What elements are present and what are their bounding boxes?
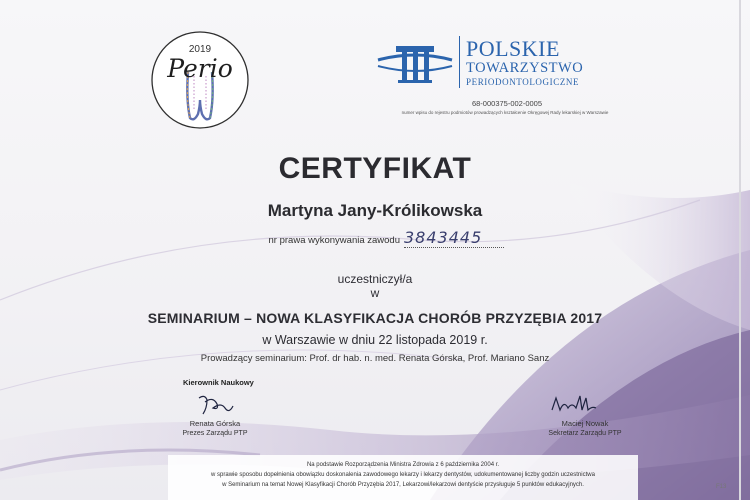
- society-name-line2: TOWARZYSTWO: [466, 60, 584, 76]
- signer-right-name: Maciej Nowak: [561, 419, 609, 428]
- perio-2019-logo: [150, 30, 250, 130]
- registry-number: 68-000375-002-0005: [471, 99, 543, 108]
- society-name-line3: PERIODONTOLOGICZNE: [466, 77, 580, 87]
- registry-note: numer wpisu do rejestru podmiotów prowadzących kształcenie Okręgowej Rady lekarskiej w Warszawie: [401, 110, 609, 115]
- seminar-date: w Warszawie w dniu 22 listopada 2019 r.: [262, 333, 488, 347]
- corner-mark: F13: [716, 484, 727, 490]
- signature-right-icon: [548, 392, 600, 418]
- scientific-head-label: Kierownik Naukowy: [183, 378, 254, 387]
- preposition-text: w: [370, 286, 380, 300]
- participation-text: uczestniczył/a: [337, 272, 413, 286]
- signer-left-name: Renata Górska: [189, 419, 241, 428]
- signer-left-role: Prezes Zarządu PTP: [182, 430, 248, 437]
- footer-line2: w sprawie sposobu dopełnienia obowiązku doskonalenia zawodowego lekarzy i lekarzy dentystów, udokumentowanej liczby godzin uczestnictwa: [211, 472, 595, 478]
- ptp-emblem-icon: [376, 40, 454, 86]
- lecturers-text: Prowadzący seminarium: Prof. dr hab. n. med. Renata Górska, Prof. Mariano Sanz: [200, 353, 550, 364]
- logo-word: Perio: [167, 54, 233, 83]
- signature-left-icon: [195, 392, 237, 418]
- license-label: nr prawa wykonywania zawodu: [268, 235, 400, 246]
- logo-year: 2019: [188, 44, 212, 55]
- footer-line3: w Seminarium na temat Nowej Klasyfikacji Chorób Przyzębia 2017, Lekarzowi/lekarzowi dentyście przysługuje 5 punktów edukacyjnych.: [222, 482, 584, 488]
- seminar-title: SEMINARIUM – NOWA KLASYFIKACJA CHORÓB PRZYZĘBIA 2017: [147, 310, 603, 326]
- ptp-divider: [459, 36, 460, 88]
- society-name-line1: POLSKIE: [466, 36, 560, 61]
- footer-line1: Na podstawie Rozporządzenia Ministra Zdrowia z 6 października 2004 r.: [306, 462, 500, 468]
- certificate-title: CERTYFIKAT: [278, 152, 472, 185]
- signer-right-role: Sekretarz Zarządu PTP: [548, 430, 622, 437]
- license-number: 3843445: [404, 228, 504, 248]
- recipient-name: Martyna Jany-Królikowska: [267, 201, 483, 220]
